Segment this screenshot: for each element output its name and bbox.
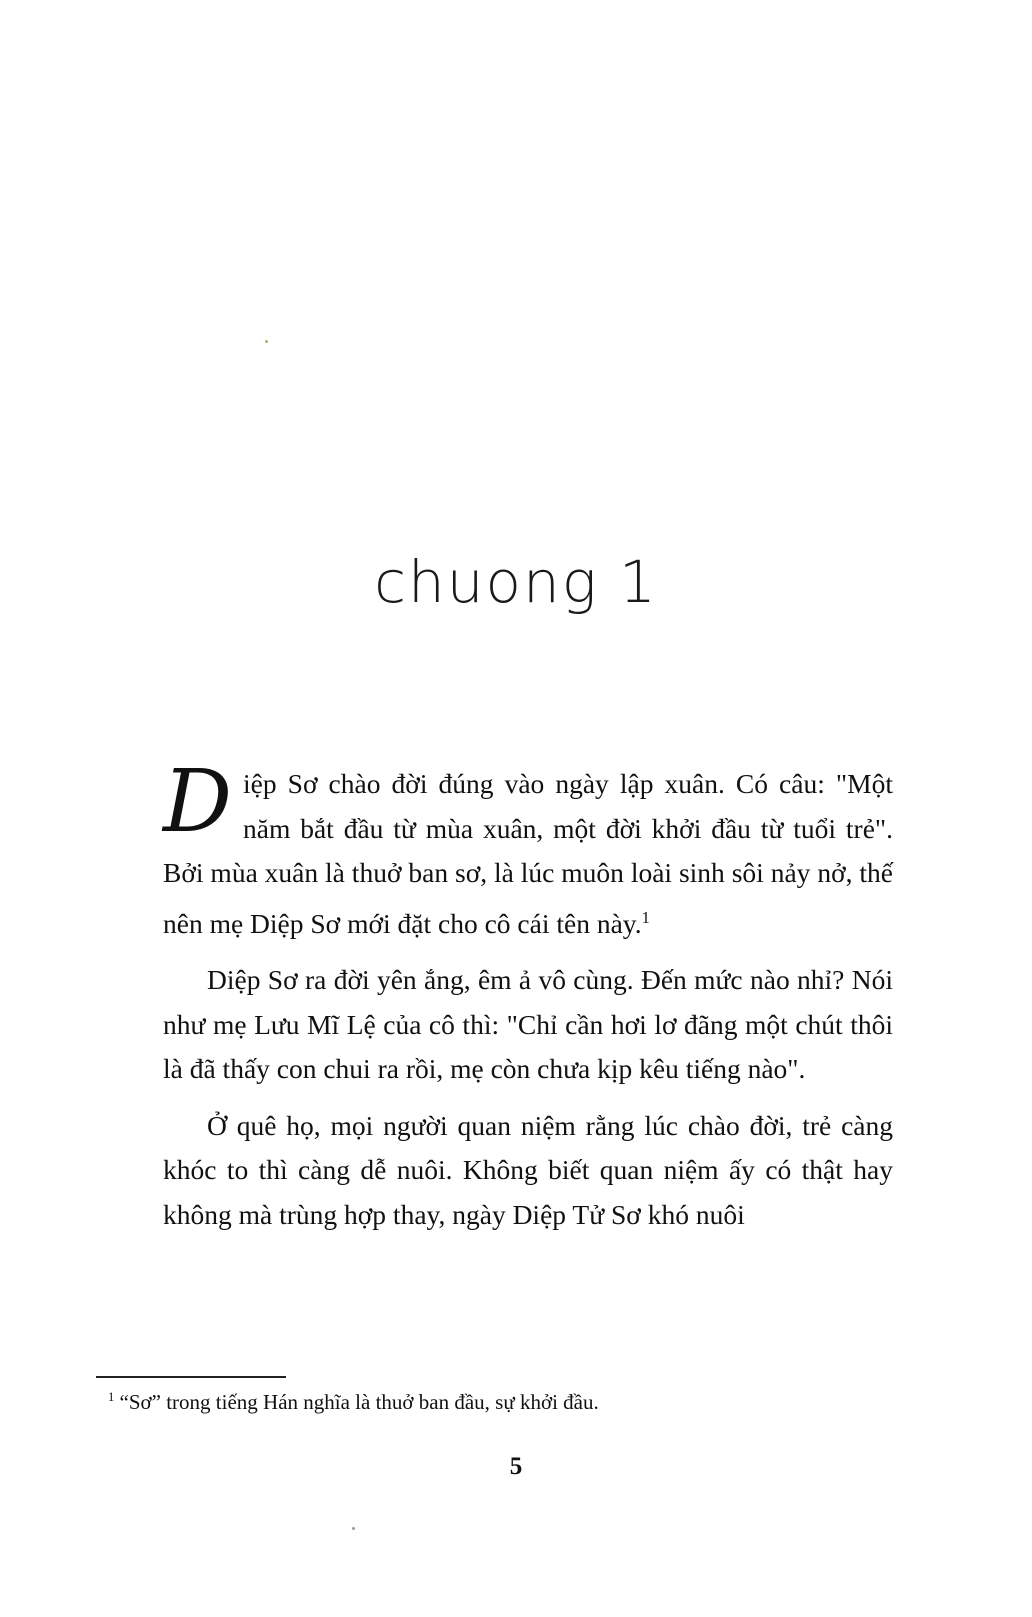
paragraph-1-rest: Có câu: "Một năm bắt đầu từ mùa xuân, một đời khởi đầu từ tuổi trẻ". Bởi mùa xuân là thuở ban sơ, là lúc muôn loài sinh sôi nảy nở, thế nên mẹ Diệp Sơ mới đặt cho cô cái tên này. xyxy=(163,768,893,939)
footnote xyxy=(108,1390,599,1415)
drop-cap: D xyxy=(163,752,232,852)
paragraph-1-first-line: iệp Sơ chào đời đúng vào ngày lập xuân. xyxy=(243,768,725,799)
footnote-divider xyxy=(96,1376,286,1378)
paragraph-3: Ở quê họ, mọi người quan niệm rằng lúc chào đời, trẻ càng khóc to thì càng dễ nuôi. Không biết quan niệm ấy có thật hay không mà trùng hợp thay, ngày Diệp Tử Sơ khó nuôi xyxy=(163,1109,893,1230)
page-number: 5 xyxy=(509,1453,523,1480)
paper-speck xyxy=(352,1527,355,1530)
paragraph-1 xyxy=(163,752,893,946)
footnote-text: “Sơ” trong tiếng Hán nghĩa là thuở ban đầu, sự khởi đầu. xyxy=(119,1390,599,1414)
footnote-reference: 1 xyxy=(641,907,650,927)
paper-speck xyxy=(265,340,268,343)
paragraph-2: Diệp Sơ ra đời yên ắng, êm ả vô cùng. Đến mức nào nhỉ? Nói như mẹ Lưu Mĩ Lệ của cô thì: "Chỉ cần hơi lơ đãng một chút thôi là đã thấy con chui ra rồi, mẹ còn chưa kịp kêu tiếng nào". xyxy=(163,964,893,1085)
chapter-title: chuong 1 xyxy=(374,548,658,616)
footnote-marker: 1 xyxy=(108,1390,115,1404)
body-text xyxy=(163,752,893,1249)
